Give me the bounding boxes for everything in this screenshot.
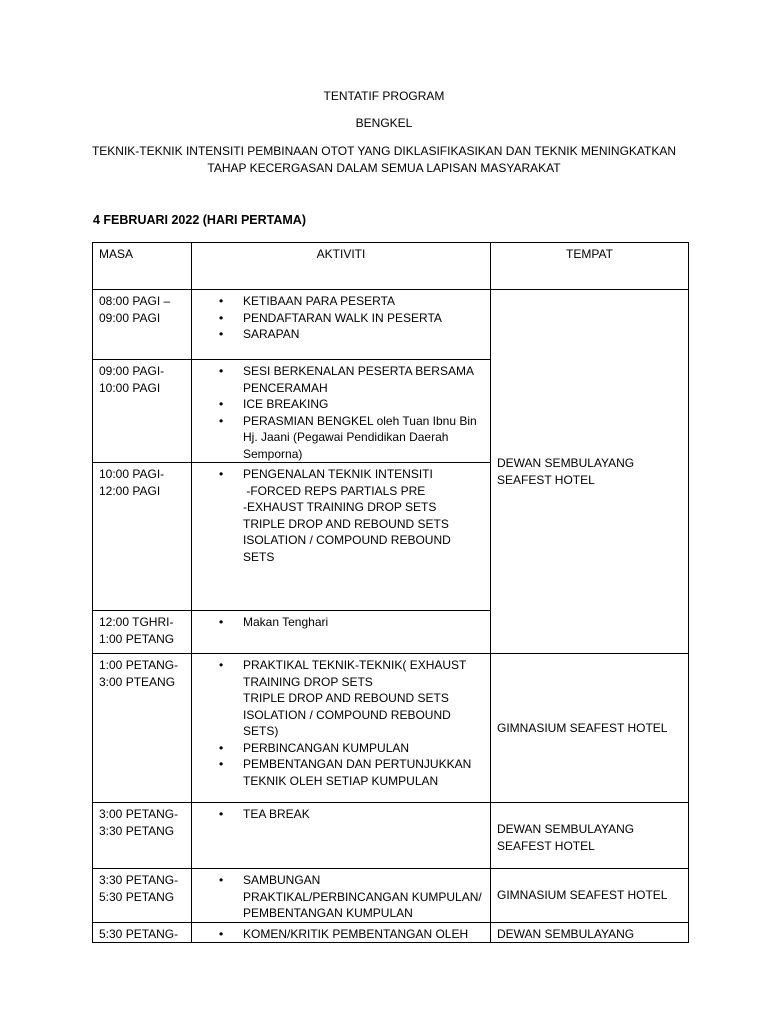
- venue-line: SEAFEST HOTEL: [497, 472, 595, 487]
- time-end: 3:00 PTEANG: [99, 674, 176, 689]
- activity-item: • ICE BREAKING: [198, 396, 484, 413]
- activity-item: • PERASMIAN BENGKEL oleh Tuan Ibnu Bin Hj. Jaani (Pegawai Pendidikan Daerah Semporna): [198, 413, 484, 463]
- time-start: 5:30 PETANG-: [99, 926, 179, 941]
- header-tempat: TEMPAT: [491, 243, 689, 290]
- activity-item: • SARAPAN: [198, 326, 484, 343]
- venue-cell: DEWAN SEMBULAYANG: [491, 922, 689, 943]
- activity-item: • Makan Tenghari: [198, 614, 484, 631]
- activity-cell: [192, 611, 491, 654]
- time-cell: [93, 654, 192, 803]
- table-header-row: [93, 243, 689, 290]
- header-masa: MASA: [93, 243, 192, 290]
- time-end: 1:00 PETANG: [99, 631, 175, 646]
- venue-cell: [491, 290, 689, 654]
- time-cell: [93, 611, 192, 654]
- activity-continuation: TRIPLE DROP AND REBOUND SETS: [243, 516, 449, 531]
- time-cell: [93, 360, 192, 463]
- activity-item: • KETIBAAN PARA PESERTA: [198, 293, 484, 310]
- header-aktiviti: AKTIVITI: [192, 243, 491, 290]
- activity-item: • PERBINCANGAN KUMPULAN: [198, 740, 484, 757]
- document-subtitle: BENGKEL: [355, 116, 413, 130]
- venue-line: SEAFEST HOTEL: [497, 838, 595, 853]
- workshop-topic: [0, 143, 768, 177]
- time-start: 09:00 PAGI-: [99, 364, 165, 378]
- activity-cell: [192, 654, 491, 803]
- venue-cell: [491, 803, 689, 869]
- activity-cell: [192, 463, 491, 611]
- time-start: 3:30 PETANG-: [99, 873, 179, 887]
- table-row: [93, 654, 689, 803]
- activity-item: • KOMEN/KRITIK PEMBENTANGAN OLEH: [198, 926, 484, 943]
- activity-item: • PENGENALAN TEKNIK INTENSITI: [198, 466, 484, 483]
- activity-continuation: ISOLATION / COMPOUND REBOUND SETS): [243, 707, 451, 738]
- time-end: 5:30 PETANG: [99, 889, 175, 904]
- venue-cell: GIMNASIUM SEAFEST HOTEL: [491, 654, 689, 803]
- time-start: 10:00 PAGI-: [99, 467, 165, 481]
- activity-cell: [192, 290, 491, 360]
- table-row: [93, 869, 689, 923]
- table-row: [93, 922, 689, 943]
- document-title: TENTATIF PROGRAM: [323, 89, 445, 103]
- topic-line-1: TEKNIK-TEKNIK INTENSITI PEMBINAAN OTOT YANG DIKLASIFIKASIKAN DAN TEKNIK MENINGKATKAN: [91, 144, 677, 158]
- time-cell: [93, 290, 192, 360]
- activity-cell: [192, 869, 491, 923]
- time-end: 3:30 PETANG: [99, 823, 175, 838]
- time-end: 10:00 PAGI: [99, 380, 161, 395]
- venue-line: DEWAN SEMBULAYANG: [497, 822, 635, 836]
- activity-cell: [192, 360, 491, 463]
- activity-item-text: PRAKTIKAL TEKNIK-TEKNIK( EXHAUST TRAINING DROP SETS: [243, 658, 467, 689]
- activity-item: • TEA BREAK: [198, 806, 484, 823]
- schedule-table: [92, 242, 689, 943]
- time-cell: [93, 869, 192, 923]
- activity-cell: [192, 803, 491, 869]
- activity-item: • PEMBENTANGAN DAN PERTUNJUKKAN TEKNIK OLEH SETIAP KUMPULAN: [198, 756, 484, 789]
- day-heading: 4 FEBRUARI 2022 (HARI PERTAMA): [93, 213, 306, 227]
- time-start: 3:00 PETANG-: [99, 807, 179, 821]
- activity-cell: [192, 922, 491, 943]
- table-row: [93, 803, 689, 869]
- activity-continuation: -EXHAUST TRAINING DROP SETS: [243, 500, 437, 514]
- activity-continuation: ISOLATION / COMPOUND REBOUND SETS: [243, 533, 451, 564]
- table-row: [93, 290, 689, 360]
- time-start: 12:00 TGHRI-: [99, 615, 174, 629]
- venue-cell: GIMNASIUM SEAFEST HOTEL: [491, 869, 689, 923]
- time-cell: [93, 803, 192, 869]
- topic-line-2: TAHAP KECERGASAN DALAM SEMUA LAPISAN MASYARAKAT: [207, 161, 561, 175]
- venue-line: DEWAN SEMBULAYANG: [497, 456, 635, 470]
- time-end: 09:00 PAGI: [99, 310, 161, 325]
- time-start: 08:00 PAGI –: [99, 294, 171, 308]
- time-cell: [93, 463, 192, 611]
- activity-continuation: TRIPLE DROP AND REBOUND SETS: [243, 691, 449, 705]
- activity-item: • PENDAFTARAN WALK IN PESERTA: [198, 310, 484, 327]
- activity-item: • SESI BERKENALAN PESERTA BERSAMA PENCERAMAH: [198, 363, 484, 396]
- time-end: 12:00 PAGI: [99, 483, 161, 498]
- activity-item: • SAMBUNGAN PRAKTIKAL/PERBINCANGAN KUMPULAN/ PEMBENTANGAN KUMPULAN: [198, 872, 484, 922]
- activity-continuation: -FORCED REPS PARTIALS PRE: [243, 483, 426, 498]
- activity-item: [198, 657, 484, 740]
- time-start: 1:00 PETANG-: [99, 658, 179, 672]
- time-cell: [93, 922, 192, 943]
